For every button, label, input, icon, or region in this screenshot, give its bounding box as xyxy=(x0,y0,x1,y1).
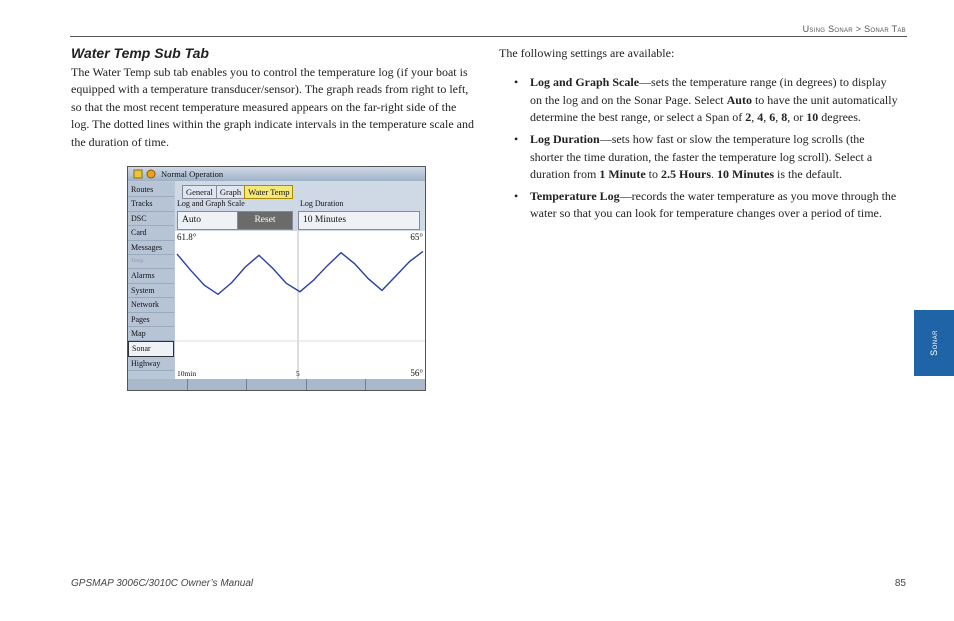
settings-item-scale xyxy=(499,74,900,126)
device-sidebar-item[interactable]: Tracks xyxy=(128,197,174,211)
bullet-dot: • xyxy=(514,188,519,203)
device-menu-icon xyxy=(133,169,159,179)
device-main-panel xyxy=(175,181,425,379)
item-text: —records the water temperature as you move through the water so that you can look for temperature changes over a period of time. xyxy=(530,188,897,221)
item-term: 6 xyxy=(769,110,776,125)
item-text: degrees. xyxy=(818,110,861,125)
item-term: 2 xyxy=(745,110,752,125)
section-title: Water Temp Sub Tab xyxy=(71,45,209,61)
item-term: 10 xyxy=(806,110,819,125)
item-term: Log and Graph Scale xyxy=(530,75,640,90)
softkey-divider xyxy=(365,379,366,390)
softkey-divider xyxy=(187,379,188,390)
device-sidebar-item[interactable]: Pages xyxy=(128,313,174,327)
device-sidebar-item[interactable]: System xyxy=(128,284,174,298)
item-text: —sets the temperature range (in degrees) to display on the log and on the Sonar Page. Select xyxy=(530,75,887,107)
graph-bottom-mid-time: 5 xyxy=(296,369,300,378)
breadcrumb-separator: > xyxy=(855,24,862,34)
item-text: is the default. xyxy=(774,166,843,181)
footer-manual-title: GPSMAP 3006C/3010C Owner’s Manual xyxy=(71,578,254,589)
device-screenshot xyxy=(127,166,426,391)
item-term: 2.5 Hours xyxy=(661,166,712,181)
side-tab-label: Sonar xyxy=(929,330,939,356)
device-sidebar-item[interactable]: DSC xyxy=(128,212,174,226)
device-sidebar xyxy=(128,183,174,379)
item-text: to xyxy=(645,166,662,181)
temperature-log-line xyxy=(177,251,423,294)
softkey-divider xyxy=(246,379,247,390)
device-title-bar xyxy=(128,167,425,181)
breadcrumb xyxy=(803,24,906,34)
item-term: Log Duration xyxy=(530,132,600,147)
settings-intro: The following settings are available: xyxy=(499,46,675,60)
device-sidebar-item[interactable]: Network xyxy=(128,298,174,312)
bullet-dot: • xyxy=(514,75,519,90)
item-text: . xyxy=(711,166,718,181)
breadcrumb-page: Sonar Tab xyxy=(864,24,906,34)
graph-top-left-temp: 61.8° xyxy=(177,232,197,242)
graph-top-right-temp: 65° xyxy=(410,232,423,242)
device-tab[interactable]: General xyxy=(182,185,217,199)
device-sidebar-item[interactable]: Highway xyxy=(128,357,174,371)
device-tabs xyxy=(182,185,292,197)
log-duration-label: Log Duration xyxy=(300,199,344,208)
device-sidebar-item[interactable]: Temp xyxy=(128,255,174,269)
device-sidebar-item[interactable]: Map xyxy=(128,327,174,341)
scale-select[interactable]: Auto xyxy=(177,211,239,230)
item-text: , xyxy=(775,110,782,125)
settings-item-temp-log xyxy=(499,188,900,223)
settings-column xyxy=(499,45,909,227)
settings-item-duration xyxy=(499,131,900,183)
temperature-log-graph xyxy=(175,231,425,379)
item-text: to have the unit automatically determine the best range, or select a Span of xyxy=(530,92,898,125)
device-softkey-bar xyxy=(128,379,425,390)
device-sidebar-item[interactable]: Card xyxy=(128,226,174,240)
item-text: —sets how fast or slow the temperature log scrolls (the shorter the time duration, the faster the temperature log scroll). Select a duration from xyxy=(530,132,873,181)
item-term: 10 Minutes xyxy=(717,166,775,181)
graph-bottom-left-time: 10min xyxy=(177,369,197,378)
graph-bottom-right-temp: 56° xyxy=(410,368,423,378)
device-sidebar-item[interactable]: Sonar xyxy=(128,341,174,356)
reset-button[interactable]: Reset xyxy=(237,211,293,230)
item-term: 4 xyxy=(757,110,764,125)
log-scale-label: Log and Graph Scale xyxy=(177,199,245,208)
device-tab[interactable]: Water Temp xyxy=(244,185,293,199)
device-sidebar-item[interactable]: Routes xyxy=(128,183,174,197)
item-text: , or xyxy=(787,110,807,125)
item-term: 1 Minute xyxy=(599,166,646,181)
softkey-divider xyxy=(306,379,307,390)
item-text: , xyxy=(751,110,758,125)
device-tab[interactable]: Graph xyxy=(216,185,245,199)
device-window-title: Normal Operation xyxy=(161,169,224,179)
item-term: 8 xyxy=(781,110,788,125)
item-text: , xyxy=(763,110,770,125)
header-rule xyxy=(70,36,907,37)
intro-paragraph: The Water Temp sub tab enables you to control the temperature log (if your boat is equipped with a temperature transducer/sensor). The graph reads from right to left, so that the most recent temperature measured appears on the far-right side of the log. The dotted lines within the graph indicate intervals in the temperature scale and the duration of time. xyxy=(71,65,474,149)
device-sidebar-item[interactable]: Alarms xyxy=(128,269,174,283)
device-sidebar-item[interactable]: Messages xyxy=(128,241,174,255)
bullet-dot: • xyxy=(514,132,519,147)
breadcrumb-section: Using Sonar xyxy=(802,24,853,34)
duration-select[interactable]: 10 Minutes xyxy=(298,211,420,230)
settings-list xyxy=(499,74,909,222)
item-term: Auto xyxy=(726,92,752,107)
temperature-log-svg xyxy=(175,231,425,379)
item-term: Temperature Log xyxy=(530,188,620,203)
chapter-side-tab[interactable] xyxy=(914,310,954,376)
page-number: 85 xyxy=(894,578,906,589)
